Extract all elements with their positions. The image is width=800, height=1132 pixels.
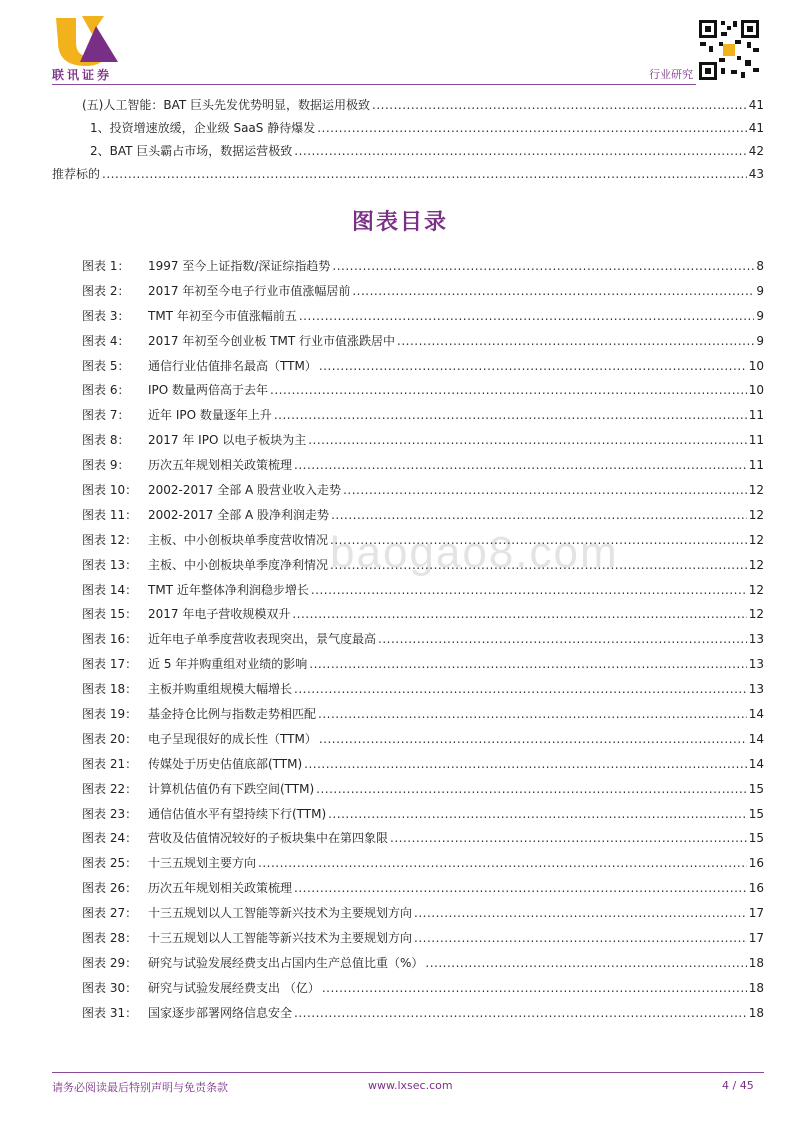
dot-leader [343,478,747,503]
chart-entry-page: 16 [748,881,764,896]
chart-entry-title: 十三五规划以人工智能等新兴技术为主要规划方向 [148,906,413,921]
chart-entry-number: 图表 31： [82,1005,138,1020]
dot-leader [331,503,747,528]
chart-entry-page: 15 [748,831,764,846]
chart-entry-title: IPO 数量两倍高于去年 [148,383,269,398]
chart-index-entry[interactable] [82,826,764,851]
chart-entry-title: 计算机估值仍有下跌空间(TTM) [148,781,315,796]
footer-website[interactable]: www.lxsec.com [368,1079,453,1092]
chart-entry-number: 图表 18： [82,682,138,697]
chart-index-entry[interactable] [82,354,764,379]
dot-leader [328,802,747,827]
chart-entry-title: 2002-2017 全部 A 股净利润走势 [148,507,330,522]
chart-entry-number: 图表 1： [82,259,130,273]
dot-leader [294,140,746,163]
watermark: baogao8.com [330,528,619,577]
chart-index-entry[interactable] [82,254,764,279]
chart-index-entry[interactable] [82,403,764,428]
chart-entry-number: 图表 4： [82,333,130,348]
chart-entry-title: 研究与试验发展经费支出 （亿） [148,980,320,995]
chart-index-entry[interactable] [82,578,764,603]
chart-entry-number: 图表 29： [82,955,138,970]
chart-index-entry[interactable] [82,453,764,478]
chart-index-entry[interactable] [82,777,764,802]
section-title: 图表目录 [351,210,448,235]
chart-entry-page: 12 [748,607,764,622]
toc-entry-label: 1、投资增速放缓，企业级 SaaS 静待爆发 [90,121,316,135]
chart-index-entry[interactable] [82,602,764,627]
chart-index-entry[interactable] [82,304,764,329]
chart-entry-title: 传媒处于历史估值底部(TTM) [148,756,303,771]
toc-entry-label: 推荐标的 [52,167,101,181]
company-logo-text: 联讯证券 [52,68,113,82]
dot-leader [332,254,754,279]
chart-entry-number: 图表 9： [82,458,130,473]
chart-index-entry[interactable] [82,553,764,578]
chart-entry-title: 近年 IPO 数量逐年上升 [148,408,272,423]
chart-entry-title: 2017 年初至今电子行业市值涨幅居前 [148,283,351,298]
chart-entry-title: 主板并购重组规模大幅增长 [148,682,293,697]
footer-disclaimer[interactable]: 请务必阅读最后特别声明与免责条款 [52,1081,228,1094]
dot-leader [270,378,747,403]
dot-leader [319,727,747,752]
chart-entry-page: 14 [748,756,764,771]
chart-entry-number: 图表 3： [82,308,130,323]
table-of-contents-continuation [52,94,764,186]
chart-entry-page: 12 [748,557,764,572]
toc-entry-ai[interactable] [52,94,764,117]
chart-index-entry[interactable] [82,528,764,553]
chart-entry-number: 图表 10： [82,483,138,498]
chart-entry-title: 2017 年 IPO 以电子板块为主 [148,433,307,448]
dot-leader [102,163,747,186]
chart-entry-title: 十三五规划以人工智能等新兴技术为主要规划方向 [148,931,413,946]
header-section-label: 行业研究 [649,68,693,81]
chart-entry-number: 图表 11： [82,507,138,522]
chart-entry-page: 13 [748,657,764,672]
dot-leader [308,428,747,453]
chart-entry-page: 18 [748,980,764,995]
chart-entry-page: 17 [748,906,764,921]
chart-entry-page: 11 [748,408,764,423]
chart-entry-page: 17 [748,931,764,946]
chart-entry-page: 18 [748,1005,764,1020]
chart-entry-page: 15 [748,806,764,821]
toc-entry-saas[interactable] [52,117,764,140]
dot-leader [414,901,747,926]
chart-entry-title: TMT 近年整体净利润稳步增长 [148,582,309,597]
chart-entry-title: 基金持仓比例与指数走势相匹配 [148,707,317,722]
chart-entry-page: 12 [748,532,764,547]
chart-entry-page: 11 [748,458,764,473]
chart-index-entry[interactable] [82,428,764,453]
chart-index-entry[interactable] [82,752,764,777]
dot-leader [258,851,747,876]
chart-index-entry[interactable] [82,478,764,503]
chart-entry-title: 十三五规划主要方向 [148,856,257,871]
dot-leader [352,279,754,304]
chart-entry-number: 图表 24： [82,831,138,846]
dot-leader [294,876,747,901]
chart-entry-number: 图表 2： [82,283,130,298]
chart-entry-page: 9 [756,308,764,323]
qr-code-icon [697,18,761,82]
chart-entry-title: 近年电子单季度营收表现突出，景气度最高 [148,632,377,647]
toc-entry-page: 43 [748,167,764,181]
chart-index-entry[interactable] [82,1001,764,1026]
chart-entry-page: 9 [756,283,764,298]
chart-entry-title: 通信行业估值排名最高（TTM） [148,358,317,373]
chart-index-entry[interactable] [82,652,764,677]
chart-index-entry[interactable] [82,503,764,528]
chart-index-entry[interactable] [82,926,764,951]
dot-leader [322,976,747,1001]
chart-index-entry[interactable] [82,976,764,1001]
chart-index-entry[interactable] [82,727,764,752]
toc-entry-bat[interactable] [52,140,764,163]
dot-leader [414,926,747,951]
dot-leader [330,528,747,553]
chart-entry-number: 图表 13： [82,557,138,572]
dot-leader [292,602,746,627]
chart-entry-number: 图表 5： [82,358,130,373]
dot-leader [425,951,746,976]
chart-entry-page: 8 [756,259,764,273]
chart-entry-number: 图表 27： [82,906,138,921]
chart-entry-page: 16 [748,856,764,871]
dot-leader [274,403,747,428]
toc-entry-label: 2、BAT 巨头霸占市场，数据运营极致 [90,144,293,158]
toc-entry-page: 42 [748,144,764,158]
chart-entry-number: 图表 8： [82,433,130,448]
dot-leader [309,652,746,677]
footer-divider [52,1072,764,1073]
chart-entry-page: 14 [748,731,764,746]
chart-entry-page: 10 [748,383,764,398]
chart-entry-title: TMT 年初至今市值涨幅前五 [148,308,297,323]
chart-index-entry[interactable] [82,901,764,926]
dot-leader [299,304,755,329]
dot-leader [372,94,747,117]
chart-entry-number: 图表 25： [82,856,138,871]
chart-index-entry[interactable] [82,378,764,403]
chart-entry-page: 12 [748,582,764,597]
chart-entry-title: 近 5 年并购重组对业绩的影响 [148,657,308,672]
chart-entry-title: 历次五年规划相关政策梳理 [148,458,293,473]
chart-entry-number: 图表 14： [82,582,138,597]
chart-entry-title: 历次五年规划相关政策梳理 [148,881,293,896]
chart-index-entry[interactable] [82,951,764,976]
chart-entry-title: 通信估值水平有望持续下行(TTM) [148,806,327,821]
dot-leader [318,702,747,727]
chart-entry-page: 12 [748,507,764,522]
chart-entry-page: 13 [748,682,764,697]
footer-page-number: 4 / 45 [722,1079,754,1092]
chart-entry-title: 研究与试验发展经费支出占国内生产总值比重（%） [148,955,424,970]
chart-entry-number: 图表 7： [82,408,130,423]
chart-entry-number: 图表 30： [82,980,138,995]
chart-entry-page: 18 [748,955,764,970]
chart-entry-title: 主板、中小创板块单季度营收情况 [148,532,329,547]
chart-entry-number: 图表 20： [82,731,138,746]
chart-entry-number: 图表 6： [82,383,130,398]
dot-leader [294,677,747,702]
chart-entry-title: 营收及估值情况较好的子板块集中在第四象限 [148,831,389,846]
dot-leader [311,578,747,603]
toc-entry-recommended[interactable] [52,163,764,186]
dot-leader [390,826,747,851]
chart-entry-number: 图表 19： [82,707,138,722]
chart-index-list [82,254,764,1026]
chart-entry-title: 1997 至今上证指数/深证综指趋势 [148,259,331,273]
chart-index-entry[interactable] [82,329,764,354]
toc-entry-label: (五)人工智能：BAT 巨头先发优势明显，数据运用极致 [82,98,371,112]
toc-entry-page: 41 [748,121,764,135]
chart-index-entry[interactable] [82,627,764,652]
chart-index-entry[interactable] [82,876,764,901]
chart-entry-title: 2002-2017 全部 A 股营业收入走势 [148,483,342,498]
chart-entry-page: 10 [748,358,764,373]
chart-index-entry[interactable] [82,702,764,727]
chart-index-entry[interactable] [82,802,764,827]
chart-entry-number: 图表 16： [82,632,138,647]
chart-index-entry[interactable] [82,851,764,876]
chart-entry-number: 图表 15： [82,607,138,622]
chart-entry-number: 图表 26： [82,881,138,896]
chart-entry-number: 图表 23： [82,806,138,821]
dot-leader [294,453,747,478]
chart-entry-page: 14 [748,707,764,722]
dot-leader [316,777,747,802]
chart-index-entry[interactable] [82,677,764,702]
dot-leader [378,627,747,652]
chart-entry-number: 图表 28： [82,931,138,946]
page-header [0,0,800,90]
chart-entry-title: 主板、中小创板块单季度净利情况 [148,557,329,572]
chart-entry-page: 9 [756,333,764,348]
chart-entry-title: 电子呈现很好的成长性（TTM） [148,731,317,746]
chart-index-entry[interactable] [82,279,764,304]
header-divider [52,84,696,85]
chart-entry-page: 15 [748,781,764,796]
chart-entry-number: 图表 17： [82,657,138,672]
chart-entry-title: 2017 年初至今创业板 TMT 行业市值涨跌居中 [148,333,395,348]
chart-entry-number: 图表 22： [82,781,138,796]
toc-entry-page: 41 [748,98,764,112]
chart-entry-page: 12 [748,483,764,498]
chart-entry-number: 图表 21： [82,756,138,771]
dot-leader [317,117,747,140]
chart-entry-title: 国家逐步部署网络信息安全 [148,1005,293,1020]
dot-leader [304,752,747,777]
chart-entry-page: 13 [748,632,764,647]
dot-leader [319,354,747,379]
company-logo-icon [52,12,122,68]
dot-leader [294,1001,747,1026]
chart-entry-title: 2017 年电子营收规模双升 [148,607,291,622]
chart-entry-page: 11 [748,433,764,448]
dot-leader [330,553,747,578]
dot-leader [397,329,754,354]
chart-entry-number: 图表 12： [82,532,138,547]
